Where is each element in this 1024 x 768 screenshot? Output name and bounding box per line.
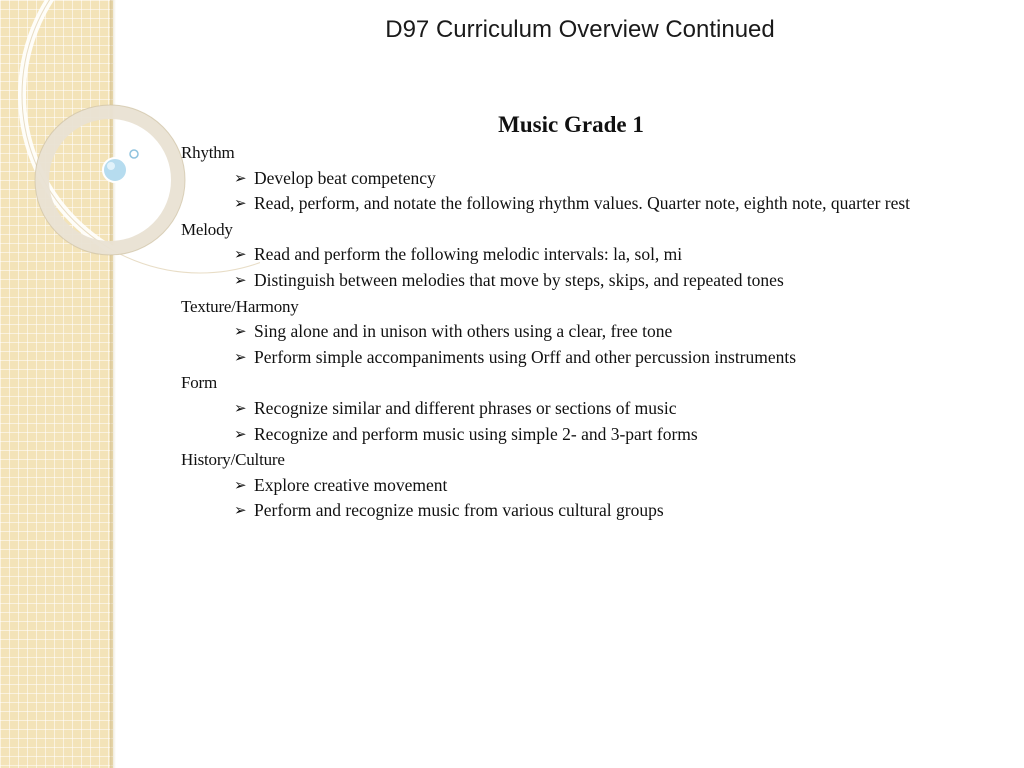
orb-decoration (103, 158, 127, 182)
list-item (181, 268, 954, 294)
list-item-text: Perform simple accompaniments using Orff and other percussion instruments (254, 346, 797, 367)
page-subtitle: Music Grade 1 (498, 112, 644, 137)
list-item-text: Read, perform, and notate the following rhythm values. Quarter note, eighth note, quarter rest (254, 193, 911, 214)
list-item (181, 473, 954, 499)
list-item-text: Distinguish between melodies that move by steps, skips, and repeated tones (254, 269, 784, 290)
section-heading: Rhythm (181, 143, 235, 162)
arrow-bullet-icon: ➢ (234, 322, 247, 341)
slide-title: D97 Curriculum Overview Continued (385, 16, 775, 43)
list-item-text: Perform and recognize music from various cultural groups (254, 500, 664, 521)
arrow-bullet-icon: ➢ (234, 501, 247, 520)
bullet-list (181, 473, 971, 524)
section-history-culture (181, 447, 971, 524)
section-melody (181, 217, 971, 294)
arrow-bullet-icon: ➢ (234, 194, 247, 213)
bullet-list (181, 396, 971, 447)
list-item-text: Sing alone and in unison with others using a clear, free tone (254, 321, 673, 342)
list-item-text: Develop beat competency (254, 167, 436, 188)
list-item (181, 191, 954, 217)
section-rhythm (181, 140, 971, 217)
list-item-text: Recognize and perform music using simple 2- and 3-part forms (254, 423, 698, 444)
list-item (181, 242, 954, 268)
curriculum-content (181, 110, 971, 524)
list-item (181, 319, 954, 345)
bullet-list (181, 166, 971, 217)
arrow-bullet-icon: ➢ (234, 424, 247, 443)
list-item-text: Explore creative movement (254, 474, 448, 495)
arrow-bullet-icon: ➢ (234, 398, 247, 417)
section-heading: Melody (181, 219, 233, 239)
section-heading: Texture/Harmony (181, 296, 299, 316)
arrow-bullet-icon: ➢ (234, 475, 247, 494)
section-texture-harmony (181, 294, 971, 371)
small-orb-decoration (130, 150, 138, 158)
arrow-bullet-icon: ➢ (234, 168, 247, 187)
arrow-bullet-icon: ➢ (234, 347, 247, 366)
section-form (181, 370, 971, 447)
list-item-text: Read and perform the following melodic intervals: la, sol, mi (254, 244, 683, 265)
list-item (181, 166, 954, 192)
arrow-bullet-icon: ➢ (234, 245, 247, 264)
list-item (181, 498, 954, 524)
section-heading: History/Culture (181, 450, 285, 470)
list-item-text: Recognize similar and different phrases or sections of music (254, 397, 677, 418)
bullet-list (181, 242, 971, 293)
curriculum-sections (181, 140, 971, 524)
bullet-list (181, 319, 971, 370)
list-item (181, 396, 954, 422)
list-item (181, 345, 954, 371)
section-heading: Form (181, 373, 218, 393)
arrow-bullet-icon: ➢ (234, 270, 247, 289)
list-item (181, 422, 954, 448)
